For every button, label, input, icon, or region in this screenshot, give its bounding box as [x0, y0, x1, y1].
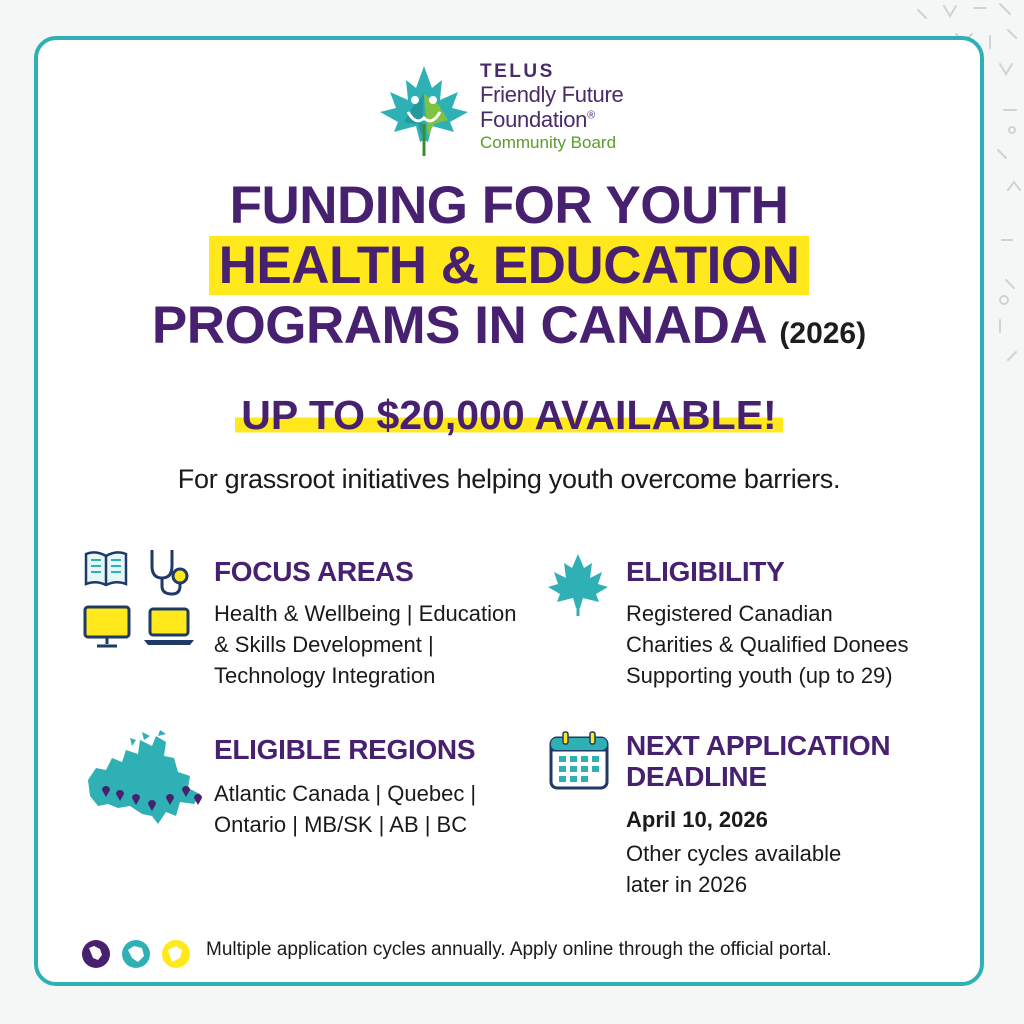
calendar-icon: [548, 730, 610, 792]
laptop-icon: [142, 606, 196, 648]
focus-line: & Skills Development |: [214, 632, 434, 657]
globe-icon: [162, 940, 190, 968]
eligibility-line: Supporting youth (up to 29): [626, 663, 893, 688]
regions-line: Ontario | MB/SK | AB | BC: [214, 812, 468, 837]
funding-amount: UP TO $20,000 AVAILABLE!: [38, 392, 980, 439]
logo-brand: TELUS: [480, 61, 555, 82]
headline-line1: FUNDING FOR YOUTH: [229, 176, 789, 235]
registered-mark: ®: [587, 109, 595, 122]
focus-line: Technology Integration: [214, 663, 436, 688]
desktop-icon: [82, 604, 132, 650]
logo-org-line3: Community Board: [480, 133, 617, 152]
headline-line2: [38, 236, 980, 296]
focus-title: FOCUS AREAS: [214, 556, 414, 587]
logo-org-line1: Friendly Future: [480, 82, 624, 107]
regions-title: ELIGIBLE REGIONS: [214, 734, 476, 765]
maple-leaf-icon: [546, 552, 610, 618]
headline: [38, 176, 980, 364]
headline-line3: PROGRAMS IN CANADA (2026): [151, 296, 867, 355]
eligibility-body: [626, 598, 908, 691]
globe-icon: [82, 940, 110, 968]
globe-icons: [80, 938, 196, 970]
maple-leaf-logo-icon: [378, 64, 470, 158]
eligibility-line: Charities & Qualified Donees: [626, 632, 909, 657]
regions-line: Atlantic Canada | Quebec |: [214, 781, 477, 806]
logo-org-line2: Foundation®: [480, 107, 595, 132]
foundation-logo: [378, 62, 668, 162]
regions-body: [214, 778, 476, 840]
focus-line: Health & Wellbeing | Education: [214, 601, 517, 626]
tagline: For grassroot initiatives helping youth overcome barriers.: [177, 464, 841, 494]
footer-note: Multiple application cycles annually. Apply online through the official portal.: [206, 939, 832, 960]
deadline-note: Other cycles available later in 2026: [626, 841, 842, 897]
globe-icon: [122, 940, 150, 968]
flyer-card: [34, 36, 984, 986]
eligibility-line: Registered Canadian: [626, 601, 833, 626]
book-icon: [82, 548, 130, 588]
canada-map-icon: [82, 728, 206, 838]
headline-year: (2026): [779, 317, 867, 350]
deadline-title: NEXT APPLICATION DEADLINE: [626, 730, 891, 792]
deadline-date: April 10, 2026: [626, 807, 768, 832]
eligibility-title: ELIGIBILITY: [626, 556, 785, 587]
stethoscope-icon: [144, 546, 192, 598]
headline-highlight: HEALTH & EDUCATION: [209, 236, 810, 295]
focus-body: [214, 598, 517, 691]
